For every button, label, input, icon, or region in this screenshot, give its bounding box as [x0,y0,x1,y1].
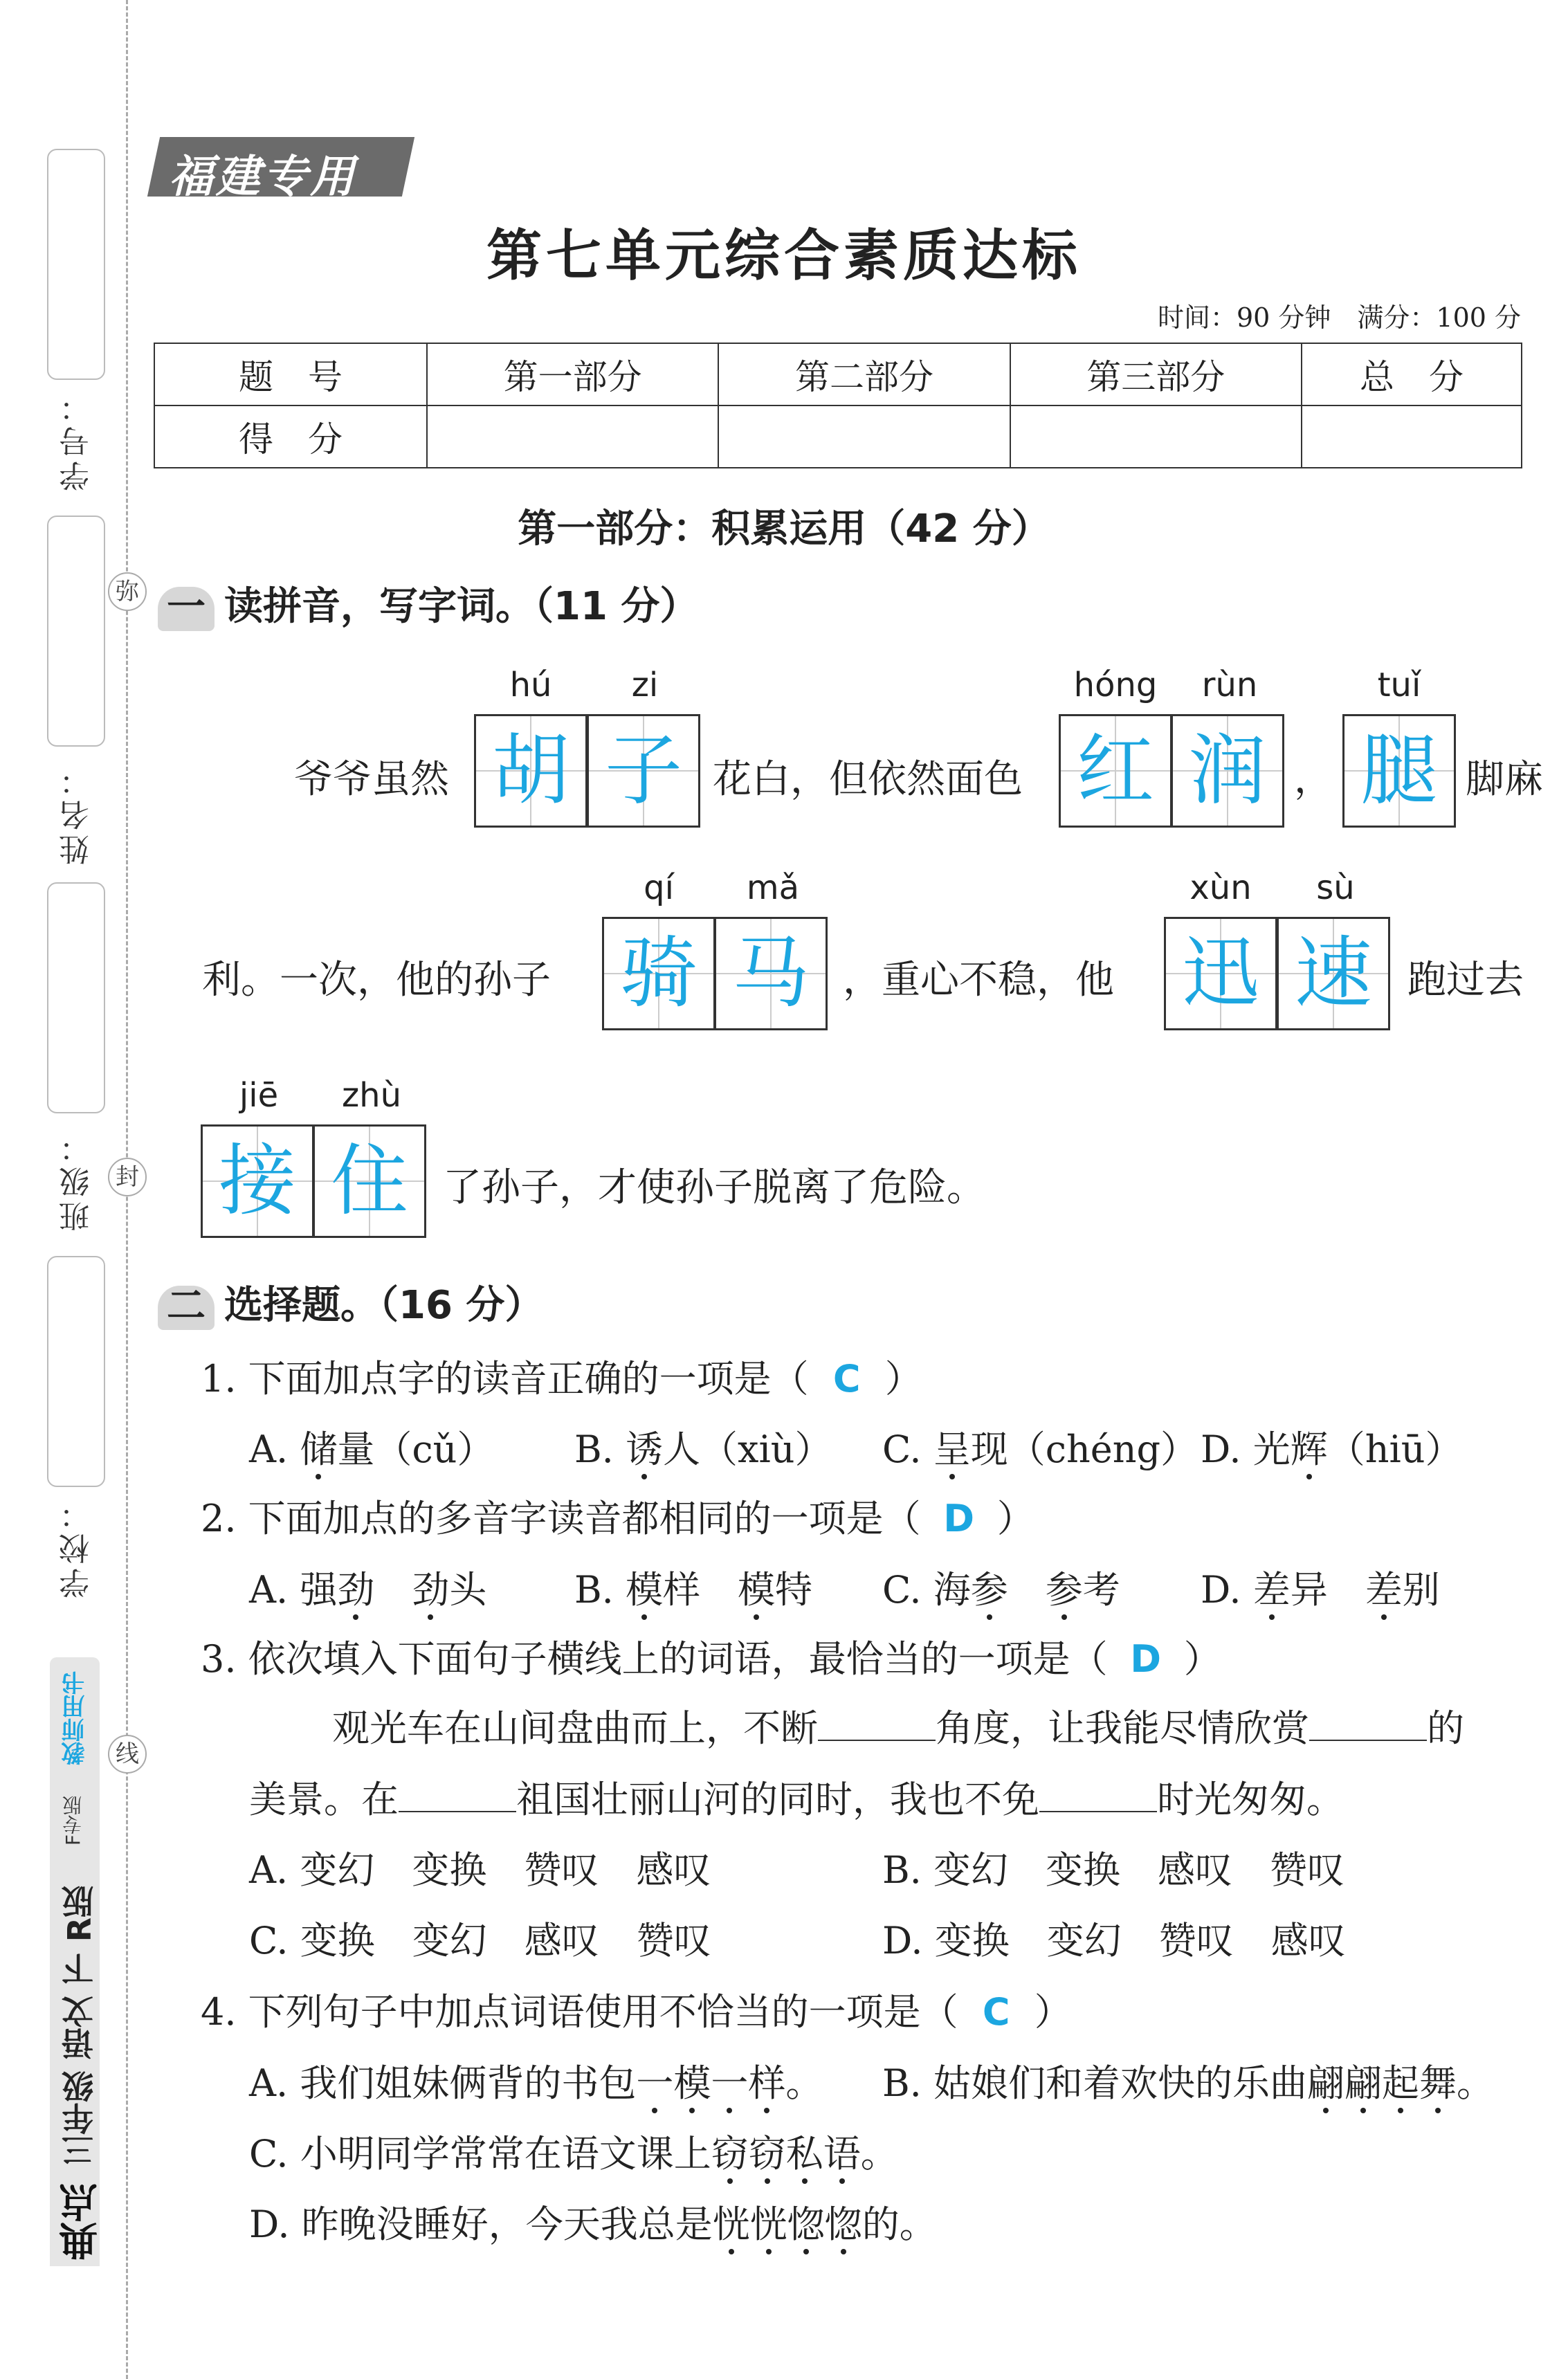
option-b[interactable]: B. 模样 模特 [574,1568,813,1612]
question-passage [249,1770,1344,1823]
question-close: ） [1034,1990,1072,2034]
pinyin: xùn [1189,868,1252,907]
region-tag: 福建专用 [169,152,357,203]
pinyin: zhù [341,1076,402,1115]
passage-text: 时光匆匆。 [1157,1778,1344,1821]
table-row [154,405,1522,468]
question-stem: 4. 下列句子中加点词语使用不恰当的一项是（ [201,1990,958,2034]
score-input-cell[interactable] [1010,405,1302,468]
question-stem: 2. 下面加点的多音字读音都相同的一项是（ [201,1497,921,1540]
option-d[interactable]: D. 变换 变幻 赞叹 感叹 [882,1919,1346,1962]
handwritten-answer: 胡 [492,726,569,816]
answer-box[interactable] [714,917,828,1030]
score-table [154,343,1522,468]
section-heading [158,576,698,631]
passage-text: 角度，让我能尽情欣赏 [936,1706,1309,1750]
handwritten-answer: 润 [1189,726,1266,816]
class-box[interactable] [47,882,105,1113]
section-title: 读拼音，写字词。（11 分） [224,584,699,629]
fill-blank[interactable] [818,1712,936,1741]
option-a[interactable]: A. 我们姐妹俩背的书包一模一样。 [249,2061,823,2105]
answer-mark[interactable]: D [943,1497,975,1540]
pinyin: tuǐ [1377,666,1421,704]
school-box[interactable] [47,1256,105,1487]
answer-box[interactable] [602,917,715,1030]
handwritten-answer: 住 [331,1136,408,1226]
passage-text: 花白，但依然面色 [713,757,1023,802]
section-number: 二 [158,1286,215,1330]
answer-box[interactable] [474,714,587,828]
fill-blank[interactable] [399,1783,516,1812]
pinyin: rùn [1201,666,1258,704]
table-cell: 第二部分 [718,343,1010,405]
binding-margin [0,0,128,2379]
question-2 [201,1489,1034,1542]
passage-text: 祖国壮丽山河的同时，我也不免 [516,1778,1039,1821]
cut-mark-xian: 线 [108,1735,147,1774]
book-spine [50,1657,104,2266]
passage-text: 了孙子，才使孙子脱离了危险。 [443,1165,985,1210]
table-cell: 得 分 [154,405,427,468]
handwritten-answer: 子 [605,726,682,816]
score-input-cell[interactable] [1302,405,1522,468]
question-passage [332,1699,1464,1752]
question-4 [201,1983,1072,2036]
question-close: ） [1183,1637,1221,1681]
student-id-label: 学号： [60,388,95,491]
spine-teacher-label: 教师用书 [62,1671,89,1765]
cut-mark-mi: 弥 [108,572,147,611]
answer-box[interactable] [313,1124,426,1238]
spine-grade-label: 三年级 语文 下 R版 [61,1886,98,2167]
pinyin: zi [631,666,659,704]
option-a[interactable]: A. 强劲 劲头 [249,1568,487,1612]
question-close: ） [996,1497,1034,1540]
handwritten-answer: 腿 [1360,726,1438,816]
pinyin: sù [1316,868,1355,907]
table-cell: 总 分 [1302,343,1522,405]
section-title: 选择题。（16 分） [224,1283,544,1328]
fill-blank[interactable] [1039,1783,1157,1812]
question-3 [201,1630,1221,1683]
score-input-cell[interactable] [718,405,1010,468]
answer-box[interactable] [201,1124,314,1238]
pinyin: qí [644,868,674,907]
answer-box[interactable] [1171,714,1284,828]
time-info: 时间：90 分钟 满分：100 分 [1157,302,1521,333]
cut-mark-feng: 封 [108,1158,147,1196]
passage-text: ，重心不稳，他 [843,958,1114,1003]
option-d[interactable]: D. 昨晚没睡好，今天我总是恍恍惚惚的。 [249,2203,937,2246]
answer-mark[interactable]: C [832,1357,861,1401]
option-c[interactable]: C. 呈现（chéng） [882,1428,1198,1471]
part-heading: 第一部分：积累运用（42 分） [518,507,1050,552]
pinyin: jiē [239,1076,279,1115]
option-b[interactable]: B. 诱人（xiù） [574,1428,832,1471]
section-number: 一 [158,587,215,631]
option-c[interactable]: C. 海参 参考 [882,1568,1120,1612]
name-label: 姓名： [60,761,95,865]
section-heading [158,1275,543,1330]
publisher-logo: 典点 [59,2183,104,2261]
table-row [154,343,1522,405]
answer-box[interactable] [1059,714,1172,828]
page-title: 第七单元综合素质达标 [486,224,1082,288]
passage-text: 美景。在 [249,1778,399,1821]
passage-text: 跑过去 [1407,958,1524,1003]
option-a[interactable]: A. 变幻 变换 赞叹 感叹 [249,1848,711,1892]
handwritten-answer: 速 [1295,929,1372,1019]
passage-text: 脚麻 [1466,757,1543,802]
passage-text: ， [1294,757,1333,802]
passage-text: 的 [1427,1706,1464,1750]
score-input-cell[interactable] [427,405,718,468]
handwritten-answer: 接 [219,1136,296,1226]
answer-box[interactable] [1164,917,1277,1030]
answer-mark[interactable]: D [1130,1637,1162,1681]
option-d[interactable]: D. 差异 差别 [1201,1568,1440,1612]
answer-box[interactable] [587,714,700,828]
table-cell: 第一部分 [427,343,718,405]
answer-box[interactable] [1277,917,1390,1030]
question-close: ） [884,1357,922,1401]
handwritten-answer: 骑 [620,929,698,1019]
question-1 [201,1349,922,1403]
question-stem: 3. 依次填入下面句子横线上的词语，最恰当的一项是（ [201,1637,1108,1681]
handwritten-answer: 迅 [1182,929,1259,1019]
passage-text: 观光车在山间盘曲而上，不断 [332,1706,818,1750]
answer-box[interactable] [1342,714,1456,828]
question-stem: 1. 下面加点字的读音正确的一项是（ [201,1357,809,1401]
table-cell: 题 号 [154,343,427,405]
option-b[interactable]: B. 姑娘们和着欢快的乐曲翩翩起舞。 [882,2061,1495,2105]
pinyin: hóng [1073,666,1158,704]
spine-edition-label: F专版 [62,1796,84,1846]
option-b[interactable]: B. 变幻 变换 感叹 赞叹 [882,1848,1345,1892]
option-a[interactable]: A. 储量（cǔ） [249,1428,495,1471]
option-c[interactable]: C. 小明同学常常在语文课上窃窃私语。 [249,2132,898,2176]
school-label: 学校： [60,1495,95,1598]
passage-text: 爷爷虽然 [294,757,449,802]
answer-mark[interactable]: C [982,1990,1010,2034]
table-cell: 第三部分 [1010,343,1302,405]
fill-blank[interactable] [1309,1712,1427,1741]
class-label: 班级： [60,1128,95,1232]
pinyin: hú [509,666,552,704]
handwritten-answer: 马 [732,929,810,1019]
option-d[interactable]: D. 光辉（hiū） [1201,1428,1463,1471]
handwritten-answer: 红 [1077,726,1154,816]
passage-text: 利。一次，他的孙子 [202,958,551,1003]
option-c[interactable]: C. 变换 变幻 感叹 赞叹 [249,1919,711,1962]
pinyin: mǎ [746,868,800,907]
